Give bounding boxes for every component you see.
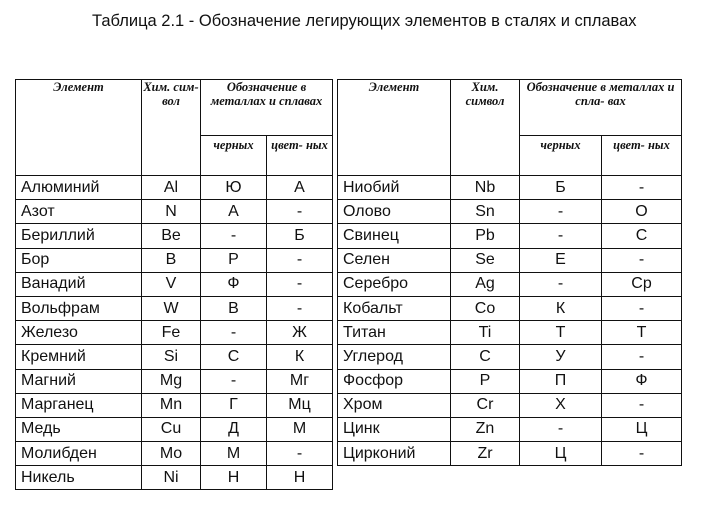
cell-nonferrous: Т <box>602 321 682 345</box>
cell-nonferrous: - <box>602 248 682 272</box>
cell-symbol: Sn <box>451 200 520 224</box>
header-nonferrous-right: цвет- ных <box>602 136 682 176</box>
cell-ferrous: Р <box>201 248 267 272</box>
cell-nonferrous: Н <box>267 466 333 490</box>
cell-ferrous: С <box>201 345 267 369</box>
cell-symbol: Cu <box>142 417 201 441</box>
cell-name: Ниобий <box>338 176 451 200</box>
cell-name: Серебро <box>338 272 451 296</box>
table-body <box>16 176 682 490</box>
empty-cell <box>338 466 451 490</box>
header-symbol-right: Хим. символ <box>451 80 520 176</box>
cell-nonferrous: - <box>602 442 682 466</box>
cell-name: Цинк <box>338 417 451 441</box>
cell-ferrous: В <box>201 296 267 320</box>
table-row <box>16 417 682 441</box>
cell-ferrous: - <box>520 200 602 224</box>
cell-symbol: Cr <box>451 393 520 417</box>
header-nonferrous-left: цвет- ных <box>267 136 333 176</box>
cell-name: Кремний <box>16 345 142 369</box>
table-row <box>16 321 682 345</box>
table-row <box>16 296 682 320</box>
cell-ferrous: Е <box>520 248 602 272</box>
cell-name: Никель <box>16 466 142 490</box>
cell-name: Бор <box>16 248 142 272</box>
cell-name: Селен <box>338 248 451 272</box>
cell-ferrous: М <box>201 442 267 466</box>
cell-symbol: B <box>142 248 201 272</box>
cell-symbol: V <box>142 272 201 296</box>
cell-name: Железо <box>16 321 142 345</box>
cell-name: Вольфрам <box>16 296 142 320</box>
header-ferrous-left: черных <box>201 136 267 176</box>
cell-name: Цирконий <box>338 442 451 466</box>
cell-ferrous: Б <box>520 176 602 200</box>
cell-ferrous: У <box>520 345 602 369</box>
cell-name: Алюминий <box>16 176 142 200</box>
header-designation-right: Обозначение в металлах и спла- вах <box>520 80 682 136</box>
cell-name: Свинец <box>338 224 451 248</box>
table-row <box>16 442 682 466</box>
cell-ferrous: Ю <box>201 176 267 200</box>
cell-symbol: Mg <box>142 369 201 393</box>
cell-nonferrous: - <box>602 393 682 417</box>
cell-name: Фосфор <box>338 369 451 393</box>
table-row <box>16 272 682 296</box>
cell-symbol: P <box>451 369 520 393</box>
cell-symbol: C <box>451 345 520 369</box>
empty-cell <box>451 466 520 490</box>
cell-nonferrous: Мг <box>267 369 333 393</box>
cell-symbol: Mo <box>142 442 201 466</box>
cell-nonferrous: - <box>267 296 333 320</box>
cell-symbol: Ti <box>451 321 520 345</box>
cell-nonferrous: Ц <box>602 417 682 441</box>
cell-name: Магний <box>16 369 142 393</box>
cell-nonferrous: - <box>267 272 333 296</box>
cell-ferrous: - <box>201 224 267 248</box>
cell-symbol: Nb <box>451 176 520 200</box>
cell-ferrous: - <box>520 272 602 296</box>
cell-symbol: Co <box>451 296 520 320</box>
cell-name: Азот <box>16 200 142 224</box>
cell-nonferrous: - <box>267 248 333 272</box>
cell-symbol: N <box>142 200 201 224</box>
cell-nonferrous: - <box>602 345 682 369</box>
cell-ferrous: - <box>520 417 602 441</box>
cell-symbol: Se <box>451 248 520 272</box>
cell-nonferrous: Ср <box>602 272 682 296</box>
alloying-elements-table <box>15 79 682 490</box>
cell-name: Кобальт <box>338 296 451 320</box>
cell-symbol: Zn <box>451 417 520 441</box>
cell-ferrous: К <box>520 296 602 320</box>
cell-name: Бериллий <box>16 224 142 248</box>
cell-nonferrous: - <box>602 296 682 320</box>
cell-ferrous: А <box>201 200 267 224</box>
cell-ferrous: Х <box>520 393 602 417</box>
cell-nonferrous: А <box>267 176 333 200</box>
cell-nonferrous: - <box>602 176 682 200</box>
cell-nonferrous: Ж <box>267 321 333 345</box>
table-row <box>16 369 682 393</box>
cell-nonferrous: Ф <box>602 369 682 393</box>
cell-ferrous: Т <box>520 321 602 345</box>
cell-symbol: Ag <box>451 272 520 296</box>
cell-ferrous: Г <box>201 393 267 417</box>
cell-ferrous: - <box>520 224 602 248</box>
cell-name: Ванадий <box>16 272 142 296</box>
table-row <box>16 466 682 490</box>
table-row <box>16 345 682 369</box>
table-row <box>16 393 682 417</box>
cell-name: Медь <box>16 417 142 441</box>
header-ferrous-right: черных <box>520 136 602 176</box>
cell-nonferrous: Б <box>267 224 333 248</box>
cell-symbol: Pb <box>451 224 520 248</box>
cell-nonferrous: С <box>602 224 682 248</box>
cell-nonferrous: М <box>267 417 333 441</box>
cell-symbol: W <box>142 296 201 320</box>
cell-name: Олово <box>338 200 451 224</box>
cell-nonferrous: - <box>267 200 333 224</box>
cell-ferrous: Д <box>201 417 267 441</box>
cell-symbol: Al <box>142 176 201 200</box>
header-symbol-left: Хим. сим- вол <box>142 80 201 176</box>
cell-name: Хром <box>338 393 451 417</box>
header-designation-left: Обозначение в металлах и сплавах <box>201 80 333 136</box>
cell-symbol: Si <box>142 345 201 369</box>
header-element-right: Элемент <box>338 80 451 176</box>
cell-nonferrous: - <box>267 442 333 466</box>
cell-name: Марганец <box>16 393 142 417</box>
cell-name: Молибден <box>16 442 142 466</box>
empty-cell <box>520 466 602 490</box>
cell-ferrous: Н <box>201 466 267 490</box>
cell-symbol: Zr <box>451 442 520 466</box>
cell-nonferrous: К <box>267 345 333 369</box>
header-element-left: Элемент <box>16 80 142 176</box>
table-row <box>16 176 682 200</box>
cell-ferrous: Ц <box>520 442 602 466</box>
cell-nonferrous: Мц <box>267 393 333 417</box>
cell-name: Титан <box>338 321 451 345</box>
cell-ferrous: - <box>201 321 267 345</box>
table-caption: Таблица 2.1 - Обозначение легирующих элементов в сталях и сплавах <box>92 12 637 30</box>
cell-symbol: Mn <box>142 393 201 417</box>
cell-ferrous: П <box>520 369 602 393</box>
table-row <box>16 200 682 224</box>
cell-ferrous: - <box>201 369 267 393</box>
table-row <box>16 224 682 248</box>
cell-symbol: Be <box>142 224 201 248</box>
cell-nonferrous: О <box>602 200 682 224</box>
table-row <box>16 248 682 272</box>
empty-cell <box>602 466 682 490</box>
cell-symbol: Ni <box>142 466 201 490</box>
cell-name: Углерод <box>338 345 451 369</box>
cell-ferrous: Ф <box>201 272 267 296</box>
cell-symbol: Fe <box>142 321 201 345</box>
